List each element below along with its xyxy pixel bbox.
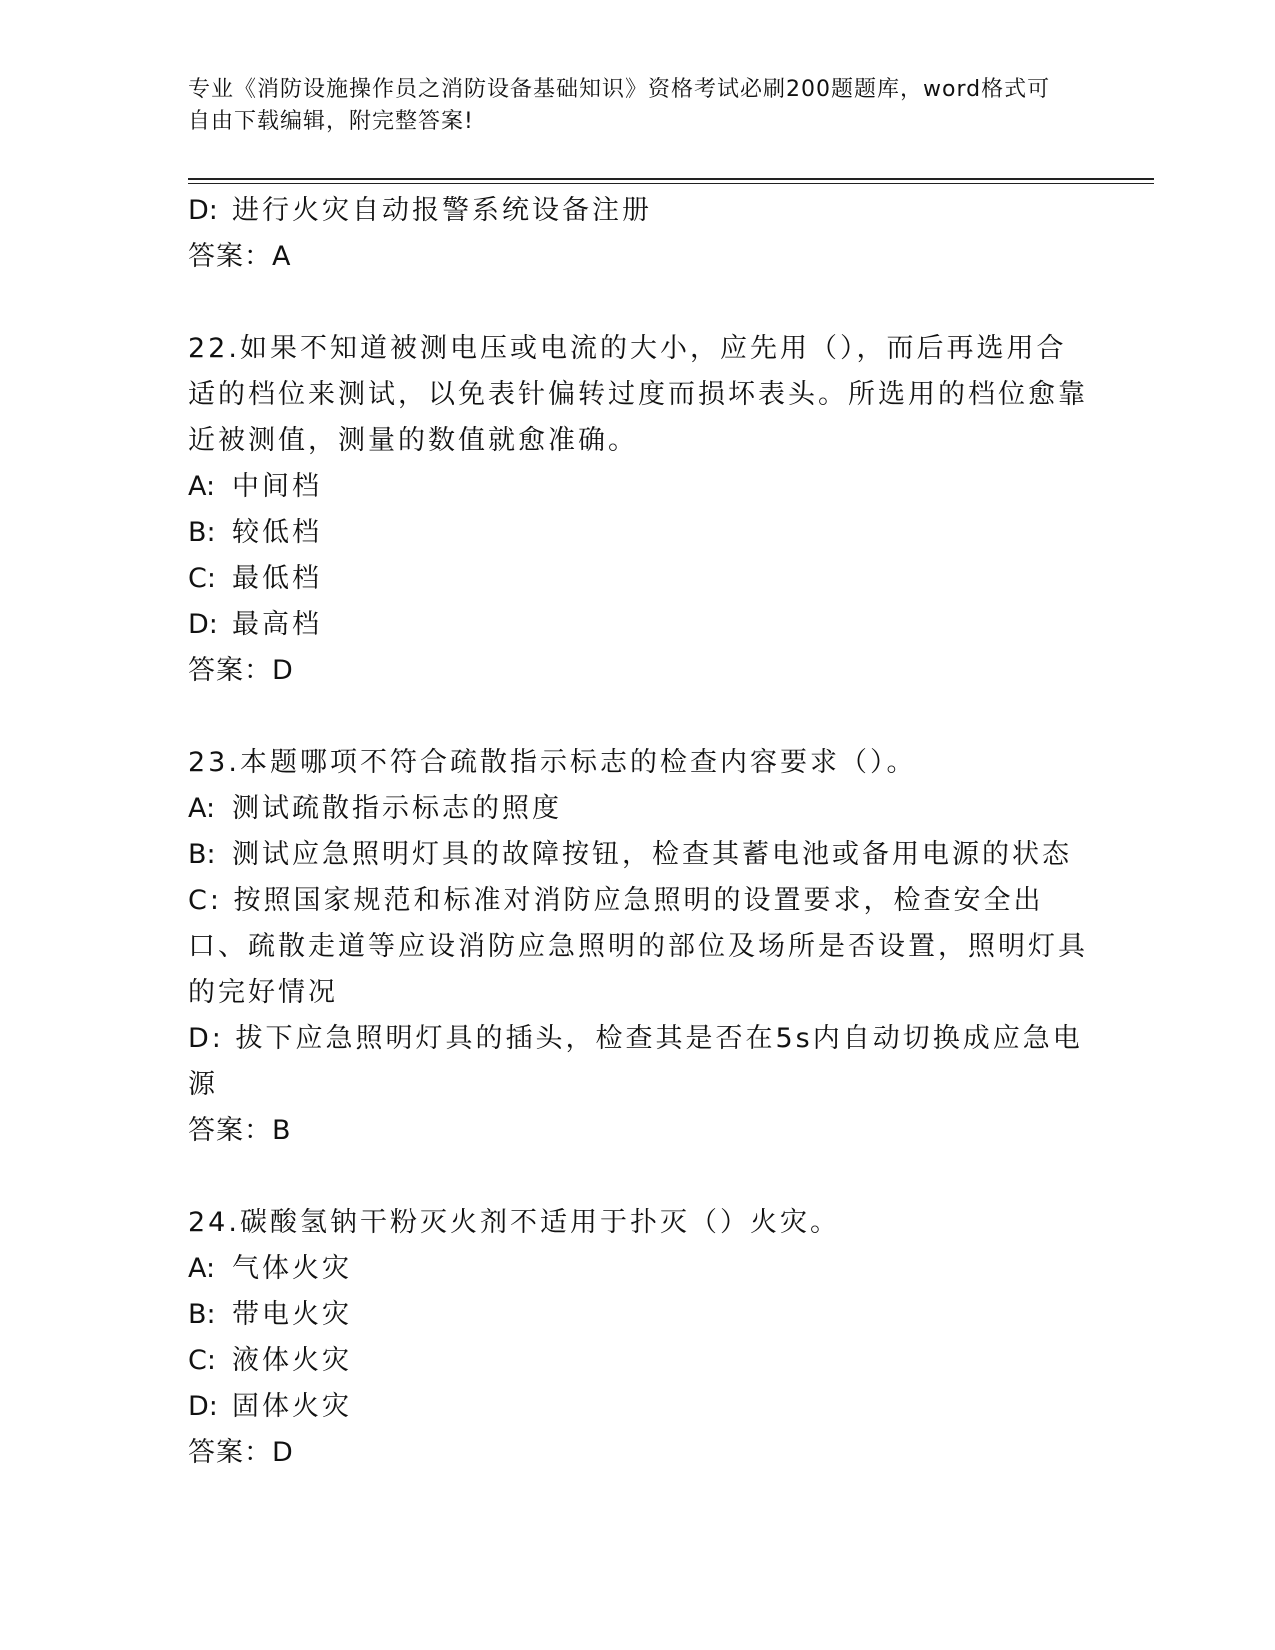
option-key: D: xyxy=(188,1391,218,1422)
option-a xyxy=(188,1246,1088,1292)
option-key: A: xyxy=(188,1253,216,1284)
option-key: A: xyxy=(188,793,216,824)
option-text: 测试疏散指示标志的照度 xyxy=(232,793,562,824)
answer-line: 答案：A xyxy=(188,241,292,272)
option-key: B: xyxy=(188,839,216,870)
option-text: 最高档 xyxy=(232,609,322,640)
option-d xyxy=(188,188,1088,234)
option-c xyxy=(188,556,1088,602)
option-key: C: xyxy=(188,563,216,594)
option-a xyxy=(188,786,1088,832)
question-22 xyxy=(188,326,1088,694)
option-a xyxy=(188,464,1088,510)
option-text: 按照国家规范和标准对消防应急照明的设置要求，检查安全出口、疏散走道等应设消防应急照明的部位及场所是否设置，照明灯具的完好情况 xyxy=(188,885,1088,1008)
question-24 xyxy=(188,1200,1088,1476)
option-key: A: xyxy=(188,471,216,502)
option-c xyxy=(188,878,1088,1016)
option-key: B: xyxy=(188,1299,216,1330)
option-d xyxy=(188,1384,1088,1430)
header-divider xyxy=(188,178,1154,184)
option-key: B: xyxy=(188,517,216,548)
option-text: 拔下应急照明灯具的插头，检查其是否在5s内自动切换成应急电源 xyxy=(188,1023,1083,1100)
option-text: 中间档 xyxy=(232,471,322,502)
option-key: D: xyxy=(188,195,218,226)
option-key: D: xyxy=(188,609,218,640)
option-text: 液体火灾 xyxy=(232,1345,352,1376)
option-c xyxy=(188,1338,1088,1384)
option-d xyxy=(188,1016,1088,1108)
answer-line: 答案：D xyxy=(188,655,294,686)
answer-line: 答案：B xyxy=(188,1115,292,1146)
option-d xyxy=(188,602,1088,648)
option-text: 较低档 xyxy=(232,517,322,548)
answer-line: 答案：D xyxy=(188,1437,294,1468)
document-body xyxy=(188,188,1088,1476)
option-text: 测试应急照明灯具的故障按钮，检查其蓄电池或备用电源的状态 xyxy=(232,839,1072,870)
option-key: C: xyxy=(188,885,222,916)
option-text: 最低档 xyxy=(232,563,322,594)
option-key: D: xyxy=(188,1023,224,1054)
option-b xyxy=(188,510,1088,556)
question-stem: 23.本题哪项不符合疏散指示标志的检查内容要求（）。 xyxy=(188,747,917,778)
question-23 xyxy=(188,740,1088,1154)
option-b xyxy=(188,832,1088,878)
option-text: 气体火灾 xyxy=(232,1253,352,1284)
document-header: 专业《消防设施操作员之消防设备基础知识》资格考试必刷200题题库，word格式可自由下载编辑，附完整答案! xyxy=(188,77,1051,134)
option-text: 固体火灾 xyxy=(232,1391,352,1422)
option-text: 带电火灾 xyxy=(232,1299,352,1330)
option-b xyxy=(188,1292,1088,1338)
question-stem: 22.如果不知道被测电压或电流的大小，应先用（），而后再选用合适的档位来测试，以免表针偏转过度而损坏表头。所选用的档位愈靠近被测值，测量的数值就愈准确。 xyxy=(188,333,1088,456)
option-key: C: xyxy=(188,1345,216,1376)
option-text: 进行火灾自动报警系统设备注册 xyxy=(232,195,652,226)
question-stem: 24.碳酸氢钠干粉灭火剂不适用于扑灭（）火灾。 xyxy=(188,1207,840,1238)
